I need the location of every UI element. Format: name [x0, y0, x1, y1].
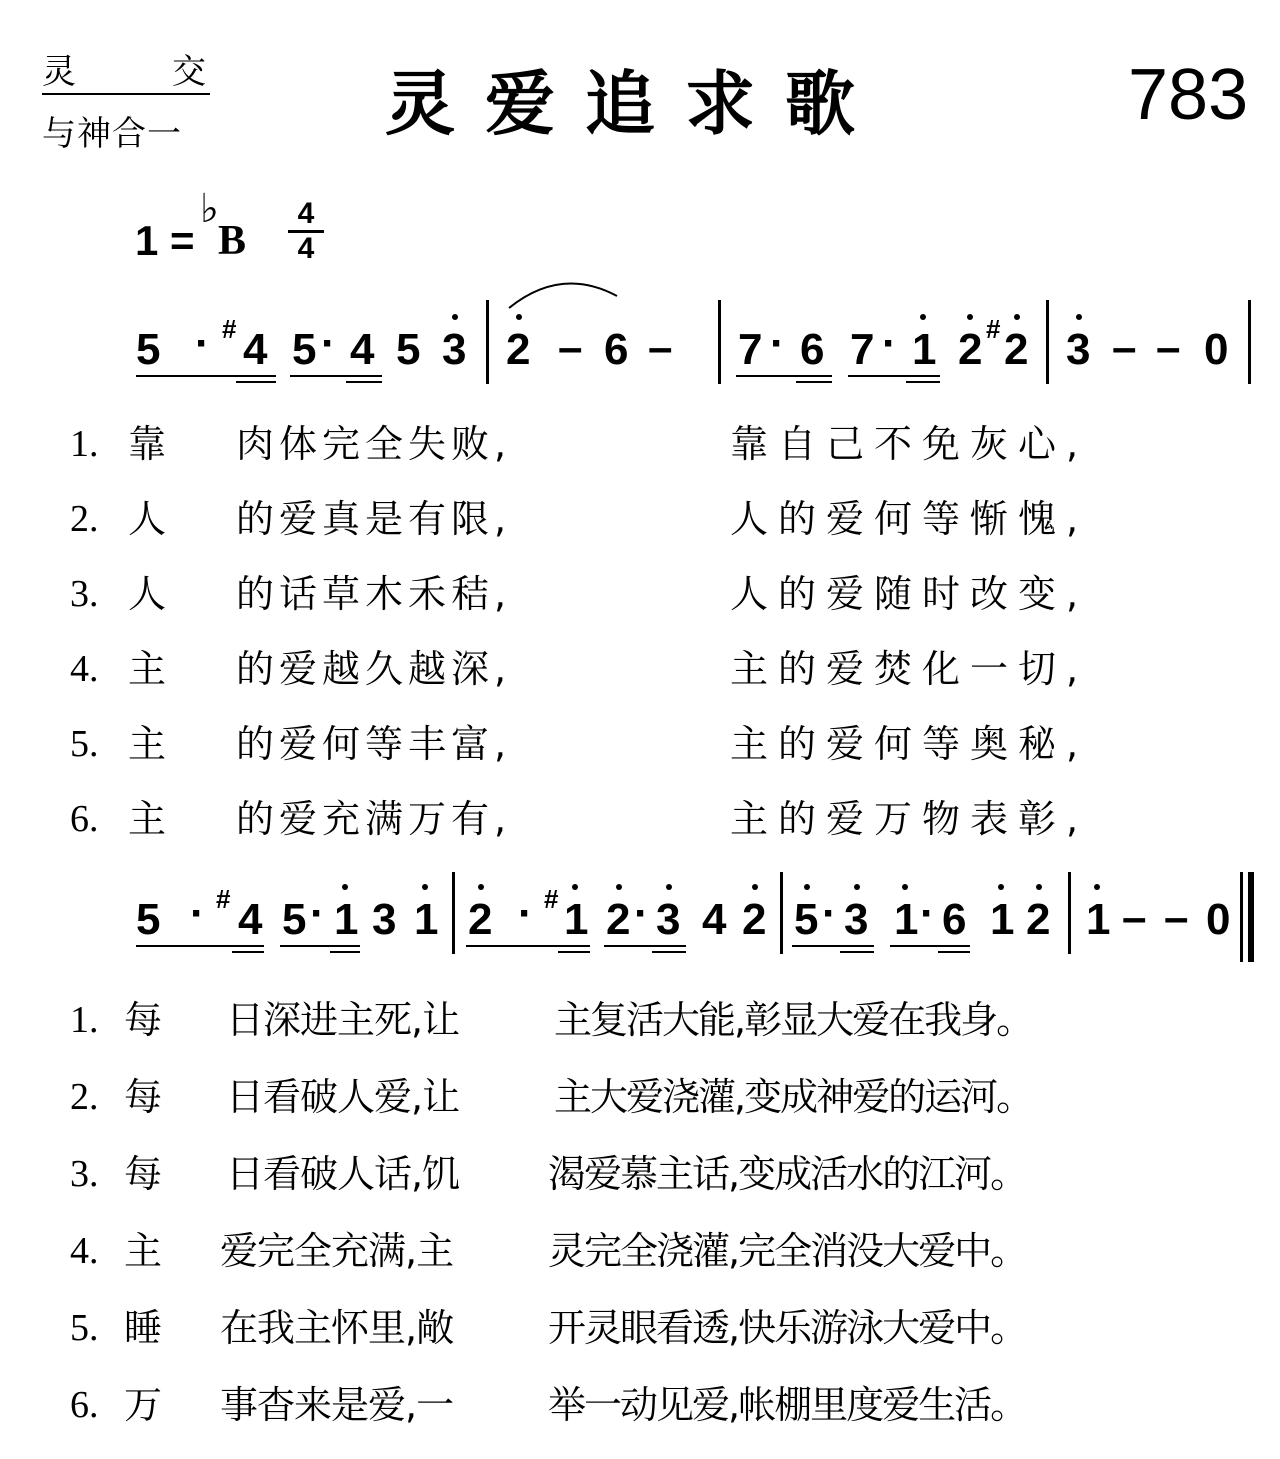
lyric-phrase: 肉体完全失败, [236, 422, 512, 466]
lyric-first-char: 人 [128, 497, 167, 541]
lyric-first-char: 每 [124, 998, 163, 1042]
bar-line [486, 300, 489, 384]
lyric-first-char: 睡 [124, 1306, 163, 1350]
octave-dot [342, 884, 348, 890]
lyric-phrase: 灵完全浇灌,完全消没大爱中。 [548, 1229, 1027, 1273]
note: 1 [1086, 895, 1111, 944]
octave-dot [967, 314, 973, 320]
slur-arc [505, 274, 625, 314]
lyric-phrase: 事杳来是爱,一 [220, 1383, 454, 1427]
note: 3 [656, 895, 681, 944]
note: 4 [350, 325, 375, 374]
underline-beam [796, 381, 832, 383]
note: 4 [243, 325, 268, 374]
verse-number: 1. [70, 423, 99, 465]
note: 1 [990, 895, 1015, 944]
note: 5 [136, 325, 161, 374]
lyric-first-char: 主 [128, 722, 167, 766]
verse-number: 5. [70, 1307, 99, 1349]
time-signature [288, 198, 324, 265]
underline-beam [330, 951, 360, 953]
octave-dot [666, 884, 672, 890]
lyric-first-char: 靠 [128, 422, 167, 466]
augmentation-dot: · [195, 319, 210, 368]
lyric-phrase: 靠自己不免灰心, [730, 422, 1089, 466]
underline-beam [840, 951, 874, 953]
underline-beam [736, 375, 832, 377]
dash: – [1122, 893, 1147, 942]
underline-beam [466, 945, 590, 947]
lyric-first-char: 人 [128, 572, 167, 616]
augmentation-dot: · [634, 889, 649, 938]
underline-beam [346, 381, 382, 383]
lyric-phrase: 日看破人爱,让 [226, 1075, 460, 1119]
sharp-sign: # [222, 314, 237, 344]
note: 5 [794, 895, 819, 944]
lyric-phrase: 主的爱何等奥秘, [730, 722, 1089, 766]
note: 1 [564, 895, 589, 944]
augmentation-dot: · [518, 889, 533, 938]
octave-dot [616, 884, 622, 890]
underline-beam [848, 375, 940, 377]
bar-line [718, 300, 721, 384]
lyric-phrase: 人的爱何等惭愧, [730, 497, 1089, 541]
lyric-first-char: 万 [124, 1383, 163, 1427]
sharp-sign: # [544, 884, 559, 914]
note: 6 [942, 895, 967, 944]
bar-line [1068, 872, 1071, 954]
category-label [42, 44, 208, 93]
lyric-phrase: 在我主怀里,敞 [220, 1306, 454, 1350]
key-prefix: 1 = [135, 217, 195, 264]
note: 4 [238, 895, 263, 944]
note: 6 [604, 325, 629, 374]
verse-number: 5. [70, 723, 99, 765]
key-letter: B [218, 218, 247, 264]
note: 1 [912, 325, 937, 374]
lyric-phrase: 开灵眼看透,快乐游泳大爱中。 [548, 1306, 1027, 1350]
category-top-right: 交 [172, 52, 208, 92]
augmentation-dot: · [822, 889, 837, 938]
lyric-phrase: 日深进主死,让 [226, 998, 460, 1042]
note: 5 [292, 325, 317, 374]
augmentation-dot: · [310, 889, 325, 938]
lyric-phrase: 举一动见爱,帐棚里度爱生活。 [548, 1383, 1027, 1427]
augmentation-dot: · [190, 889, 205, 938]
note: 1 [414, 895, 439, 944]
underline-beam [232, 951, 264, 953]
note: 3 [372, 895, 397, 944]
note: 2 [742, 895, 767, 944]
lyric-phrase: 的爱充满万有, [236, 797, 512, 841]
note: 3 [1066, 325, 1091, 374]
note: 7 [738, 325, 763, 374]
octave-dot [804, 884, 810, 890]
verse-number: 4. [70, 1230, 99, 1272]
dash: – [1112, 323, 1137, 372]
octave-dot [752, 884, 758, 890]
underline-beam [280, 945, 360, 947]
time-signature-bottom: 4 [297, 232, 315, 265]
lyric-phrase: 日看破人话,饥 [226, 1152, 460, 1196]
augmentation-dot: · [770, 319, 785, 368]
hymn-title: 灵爱追求歌 [385, 63, 885, 145]
lyric-first-char: 每 [124, 1152, 163, 1196]
augmentation-dot: · [920, 889, 935, 938]
category-divider [42, 93, 210, 95]
underline-beam [906, 381, 940, 383]
time-signature-top: 4 [288, 198, 324, 233]
lyric-phrase: 主大爱浇灌,变成神爱的运河。 [554, 1075, 1033, 1119]
augmentation-dot: · [321, 319, 336, 368]
note: 6 [800, 325, 825, 374]
underline-beam [136, 375, 276, 377]
note: 5 [282, 895, 307, 944]
sharp-sign: # [216, 884, 231, 914]
lyric-phrase: 的爱何等丰富, [236, 722, 512, 766]
octave-dot [902, 884, 908, 890]
verse-number: 6. [70, 798, 99, 840]
lyric-first-char: 主 [128, 647, 167, 691]
lyric-phrase: 的爱越久越深, [236, 647, 512, 691]
note: 5 [396, 325, 421, 374]
underline-beam [890, 945, 970, 947]
octave-dot [422, 884, 428, 890]
octave-dot [1014, 314, 1020, 320]
note: 3 [442, 325, 467, 374]
note: 2 [468, 895, 493, 944]
verse-number: 3. [70, 573, 99, 615]
note: 1 [894, 895, 919, 944]
octave-dot [516, 314, 522, 320]
verse-number: 2. [70, 1076, 99, 1118]
lyric-phrase: 的话草木禾秸, [236, 572, 512, 616]
octave-dot [1094, 884, 1100, 890]
lyric-phrase: 爱完全充满,主 [220, 1229, 454, 1273]
verse-number: 6. [70, 1384, 99, 1426]
note: 2 [506, 325, 531, 374]
underline-beam [236, 381, 276, 383]
underline-beam [604, 945, 686, 947]
sharp-sign: # [986, 314, 1001, 344]
augmentation-dot: · [882, 319, 897, 368]
octave-dot [572, 884, 578, 890]
lyric-phrase: 主的爱焚化一切, [730, 647, 1089, 691]
lyric-phrase: 人的爱随时改变, [730, 572, 1089, 616]
verse-number: 3. [70, 1153, 99, 1195]
octave-dot [1076, 314, 1082, 320]
underline-beam [938, 951, 970, 953]
final-bar-thin [1240, 872, 1243, 962]
bar-line [452, 872, 455, 954]
verse-number: 2. [70, 498, 99, 540]
note: 4 [702, 895, 727, 944]
note: 0 [1206, 895, 1231, 944]
note: 5 [136, 895, 161, 944]
octave-dot [920, 314, 926, 320]
octave-dot [478, 884, 484, 890]
note: 1 [334, 895, 359, 944]
hymn-number: 783 [1128, 55, 1249, 135]
dash: – [558, 323, 583, 372]
note: 2 [958, 325, 983, 374]
underline-beam [792, 945, 874, 947]
lyric-first-char: 每 [124, 1075, 163, 1119]
octave-dot [854, 884, 860, 890]
verse-number: 4. [70, 648, 99, 690]
dash: – [1164, 893, 1189, 942]
lyric-first-char: 主 [128, 797, 167, 841]
octave-dot [998, 884, 1004, 890]
lyric-phrase: 渴爱慕主话,变成活水的江河。 [548, 1152, 1027, 1196]
octave-dot [1036, 884, 1042, 890]
underline-beam [558, 951, 590, 953]
underline-beam [136, 945, 264, 947]
verse-number: 1. [70, 999, 99, 1041]
lyric-phrase: 的爱真是有限, [236, 497, 512, 541]
key-flat-sign: ♭ [200, 186, 219, 232]
dash: – [648, 323, 673, 372]
lyric-phrase: 主复活大能,彰显大爱在我身。 [554, 998, 1033, 1042]
dash: – [1156, 323, 1181, 372]
final-bar-thick [1248, 872, 1254, 962]
note: 3 [844, 895, 869, 944]
underline-beam [290, 375, 382, 377]
bar-line [1046, 300, 1049, 384]
note: 2 [1026, 895, 1051, 944]
lyric-phrase: 主的爱万物表彰, [730, 797, 1089, 841]
category-sublabel: 与神合一 [42, 114, 182, 154]
underline-beam [652, 951, 686, 953]
bar-line [780, 872, 783, 954]
category-top-left: 灵 [42, 52, 78, 92]
note: 0 [1204, 325, 1229, 374]
note: 2 [606, 895, 631, 944]
lyric-first-char: 主 [124, 1229, 163, 1273]
octave-dot [452, 314, 458, 320]
bar-line [1248, 300, 1251, 384]
note: 2 [1004, 325, 1029, 374]
note: 7 [850, 325, 875, 374]
